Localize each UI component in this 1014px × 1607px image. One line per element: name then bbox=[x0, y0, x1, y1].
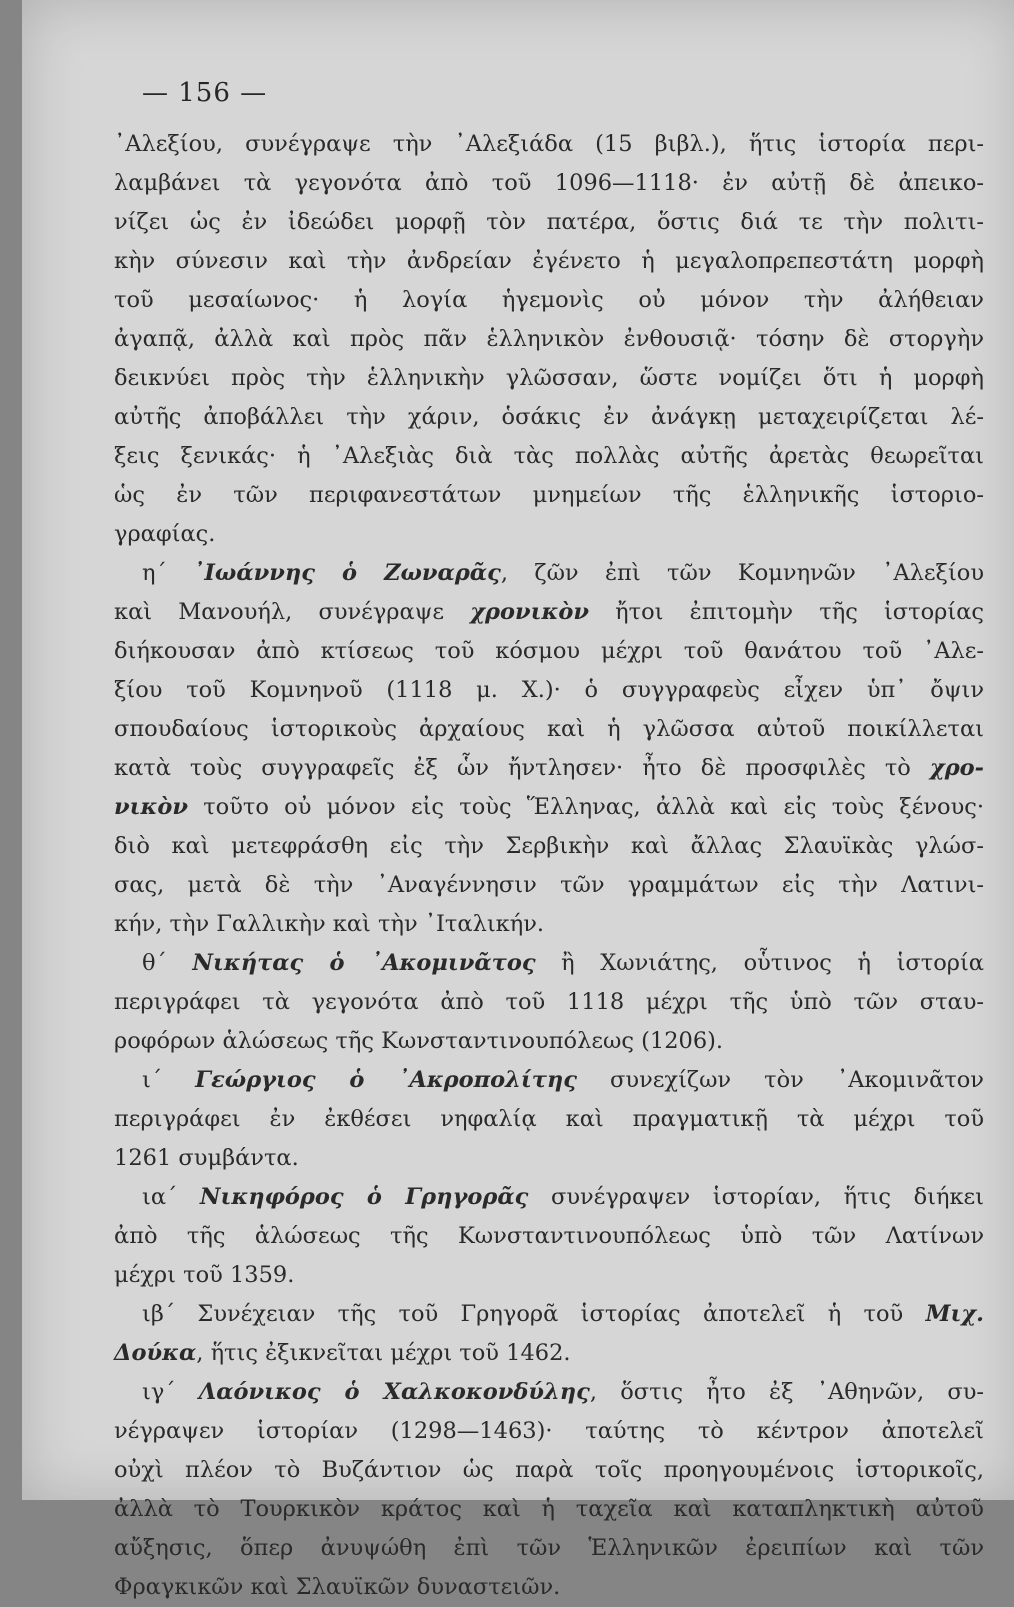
text-line bbox=[114, 359, 984, 398]
text-run: ξεις ξενικάς· ἡ ᾿Αλεξιὰς διὰ τὰς πολλὰς αὐτῆς ἀρετὰς θεωρεῖται bbox=[114, 443, 984, 469]
text-run: ξίου τοῦ Κομνηνοῦ (1118 μ. Χ.)· ὁ συγγραφεὺς εἶχεν ὑπ᾿ ὄψιν bbox=[114, 677, 984, 703]
text-run: συνέγραψεν ἱστορίαν, ἥτις διήκει bbox=[528, 1184, 984, 1210]
text-line bbox=[114, 281, 984, 320]
text-run: διήκουσαν ἀπὸ κτίσεως τοῦ κόσμου μέχρι τοῦ θανάτου τοῦ ᾿Αλε- bbox=[114, 638, 984, 664]
bold-term: χρονικὸν bbox=[470, 599, 589, 625]
text-run: ι´ bbox=[142, 1067, 196, 1093]
text-line bbox=[114, 1217, 984, 1256]
text-run: σας, μετὰ δὲ τὴν ᾿Αναγέννησιν τῶν γραμμάτων εἰς τὴν Λατινι- bbox=[114, 872, 984, 898]
bold-term: Δούκα bbox=[114, 1340, 197, 1366]
text-line bbox=[114, 1139, 984, 1178]
text-line bbox=[114, 242, 984, 281]
body-text bbox=[114, 125, 984, 1607]
text-run: τοῦτο οὐ μόνον εἰς τοὺς Ἕλληνας, ἀλλὰ καὶ εἰς τοὺς ξένους· bbox=[187, 794, 984, 820]
text-run: , ἥτις ἐξικνεῖται μέχρι τοῦ 1462. bbox=[196, 1340, 571, 1366]
text-line bbox=[114, 203, 984, 242]
text-line bbox=[114, 1490, 984, 1529]
bold-term: χρο- bbox=[929, 755, 984, 781]
text-run: ἀλλὰ τὸ Τουρκικὸν κράτος καὶ ἡ ταχεῖα καὶ καταπληκτικὴ αὐτοῦ bbox=[114, 1496, 984, 1522]
text-line bbox=[114, 1256, 984, 1295]
text-line bbox=[114, 1568, 984, 1607]
text-line bbox=[114, 710, 984, 749]
text-line bbox=[114, 593, 984, 632]
text-run: διὸ καὶ μετεφράσθη εἰς τὴν Σερβικὴν καὶ ἄλλας Σλαυϊκὰς γλώσ- bbox=[114, 833, 984, 859]
text-line bbox=[114, 1451, 984, 1490]
text-run: ια´ bbox=[142, 1184, 200, 1210]
text-run: δεικνύει πρὸς τὴν ἑλληνικὴν γλῶσσαν, ὥστε νομίζει ὅτι ἡ μορφὴ bbox=[114, 365, 984, 391]
text-line bbox=[114, 944, 984, 983]
text-run: , ζῶν ἐπὶ τῶν Κομνηνῶν ᾿Αλεξίου bbox=[500, 560, 984, 586]
bold-term: νικὸν bbox=[114, 794, 188, 820]
text-line bbox=[114, 476, 984, 515]
text-run: ᾿Αλεξίου, συνέγραψε τὴν ᾿Αλεξιάδα (15 βιβλ.), ἥτις ἱστορία περι- bbox=[114, 131, 984, 157]
text-line bbox=[114, 1334, 984, 1373]
text-run: ὡς ἐν τῶν περιφανεστάτων μνημείων τῆς ἑλληνικῆς ἱστοριο- bbox=[114, 482, 984, 508]
text-line bbox=[114, 515, 984, 554]
text-line bbox=[114, 749, 984, 788]
text-run: 1261 συμβάντα. bbox=[114, 1145, 299, 1171]
text-line bbox=[114, 1412, 984, 1451]
text-run: αὔξησις, ὅπερ ἀνυψώθη ἐπὶ τῶν Ἑλληνικῶν ἐρειπίων καὶ τῶν bbox=[114, 1535, 984, 1561]
bold-term: Γεώργιος ὁ ᾿Ακροπολίτης bbox=[195, 1067, 577, 1093]
bold-term: Νικήτας ὁ ᾿Ακομινᾶτος bbox=[192, 950, 536, 976]
text-line bbox=[114, 1178, 984, 1217]
text-run: κὴν σύνεσιν καὶ τὴν ἀνδρείαν ἐγένετο ἡ μεγαλοπρεπεστάτη μορφὴ bbox=[114, 248, 984, 274]
text-run: σπουδαίους ἱστορικοὺς ἀρχαίους καὶ ἡ γλῶσσα αὐτοῦ ποικίλλεται bbox=[114, 716, 984, 742]
text-run: περιγράφει ἐν ἐκθέσει νηφαλίᾳ καὶ πραγματικῇ τὰ μέχρι τοῦ bbox=[114, 1106, 984, 1132]
text-run: ιγ´ bbox=[142, 1379, 199, 1405]
text-line bbox=[114, 905, 984, 944]
text-run: ἢ Χωνιάτης, οὗτινος ἡ ἱστορία bbox=[535, 950, 984, 976]
text-line bbox=[114, 671, 984, 710]
text-run: αὐτῆς ἀποβάλλει τὴν χάριν, ὁσάκις ἐν ἀνάγκῃ μεταχειρίζεται λέ- bbox=[114, 404, 984, 430]
text-line bbox=[114, 983, 984, 1022]
text-run: ιβ´ Συνέχειαν τῆς τοῦ Γρηγορᾶ ἱστορίας ἀποτελεῖ ἡ τοῦ bbox=[142, 1301, 926, 1327]
bold-term: Μιχ. bbox=[925, 1301, 984, 1327]
text-line bbox=[114, 164, 984, 203]
text-run: κατὰ τοὺς συγγραφεῖς ἐξ ὧν ἤντλησεν· ἦτο δὲ προσφιλὲς τὸ bbox=[114, 755, 930, 781]
text-line bbox=[114, 554, 984, 593]
text-line bbox=[114, 1061, 984, 1100]
text-line bbox=[114, 788, 984, 827]
text-run: η´ bbox=[142, 560, 194, 586]
text-run: ἤτοι ἐπιτομὴν τῆς ἱστορίας bbox=[588, 599, 984, 625]
text-run: θ´ bbox=[142, 950, 193, 976]
text-run: κήν, τὴν Γαλλικὴν καὶ τὴν ᾿Ιταλικήν. bbox=[114, 911, 545, 937]
text-line bbox=[114, 1100, 984, 1139]
text-run: ἀπὸ τῆς ἁλώσεως τῆς Κωνσταντινουπόλεως ὑπὸ τῶν Λατίνων bbox=[114, 1223, 984, 1249]
bold-term: Λαόνικος ὁ Χαλκοκονδύλης bbox=[198, 1379, 590, 1405]
text-run: τοῦ μεσαίωνος· ἡ λογία ἡγεμονὶς οὐ μόνον τὴν ἀλήθειαν bbox=[114, 287, 984, 313]
text-line bbox=[114, 1022, 984, 1061]
text-run: νέγραψεν ἱστορίαν (1298—1463)· ταύτης τὸ κέντρον ἀποτελεῖ bbox=[114, 1418, 984, 1444]
text-line bbox=[114, 1373, 984, 1412]
text-run: μέχρι τοῦ 1359. bbox=[114, 1262, 295, 1288]
text-run: λαμβάνει τὰ γεγονότα ἀπὸ τοῦ 1096—1118· ἐν αὐτῇ δὲ ἀπεικο- bbox=[114, 170, 984, 196]
text-line bbox=[114, 125, 984, 164]
bold-term: ᾿Ιωάννης ὁ Ζωναρᾶς bbox=[193, 560, 501, 586]
text-run: , ὅστις ἦτο ἐξ ᾿Αθηνῶν, συ- bbox=[589, 1379, 984, 1405]
text-line bbox=[114, 632, 984, 671]
text-run: νίζει ὡς ἐν ἰδεώδει μορφῇ τὸν πατέρα, ὅστις διά τε τὴν πολιτι- bbox=[114, 209, 984, 235]
text-run: οὐχὶ πλέον τὸ Βυζάντιον ὡς παρὰ τοῖς προηγουμένοις ἱστορικοῖς, bbox=[114, 1457, 984, 1483]
text-run: Φραγκικῶν καὶ Σλαυϊκῶν δυναστειῶν. bbox=[114, 1574, 561, 1600]
text-line bbox=[114, 437, 984, 476]
text-line bbox=[114, 1529, 984, 1568]
text-run: ροφόρων ἁλώσεως τῆς Κωνσταντινουπόλεως (1206). bbox=[114, 1028, 724, 1054]
book-page bbox=[22, 0, 1014, 1600]
text-run: γραφίας. bbox=[114, 521, 216, 547]
text-line bbox=[114, 827, 984, 866]
bold-term: Νικηφόρος ὁ Γρηγορᾶς bbox=[199, 1184, 529, 1210]
page-number: — 156 — bbox=[142, 78, 268, 108]
text-line bbox=[114, 320, 984, 359]
text-run: ἀγαπᾷ, ἀλλὰ καὶ πρὸς πᾶν ἑλληνικὸν ἐνθουσιᾷ· τόσην δὲ στοργὴν bbox=[114, 326, 984, 352]
text-run: καὶ Μανουήλ, συνέγραψε bbox=[114, 599, 471, 625]
text-line bbox=[114, 398, 984, 437]
text-run: συνεχίζων τὸν ᾿Ακομινᾶτον bbox=[577, 1067, 984, 1093]
text-line bbox=[114, 866, 984, 905]
text-line bbox=[114, 1295, 984, 1334]
text-run: περιγράφει τὰ γεγονότα ἀπὸ τοῦ 1118 μέχρι τῆς ὑπὸ τῶν σταυ- bbox=[114, 989, 984, 1015]
